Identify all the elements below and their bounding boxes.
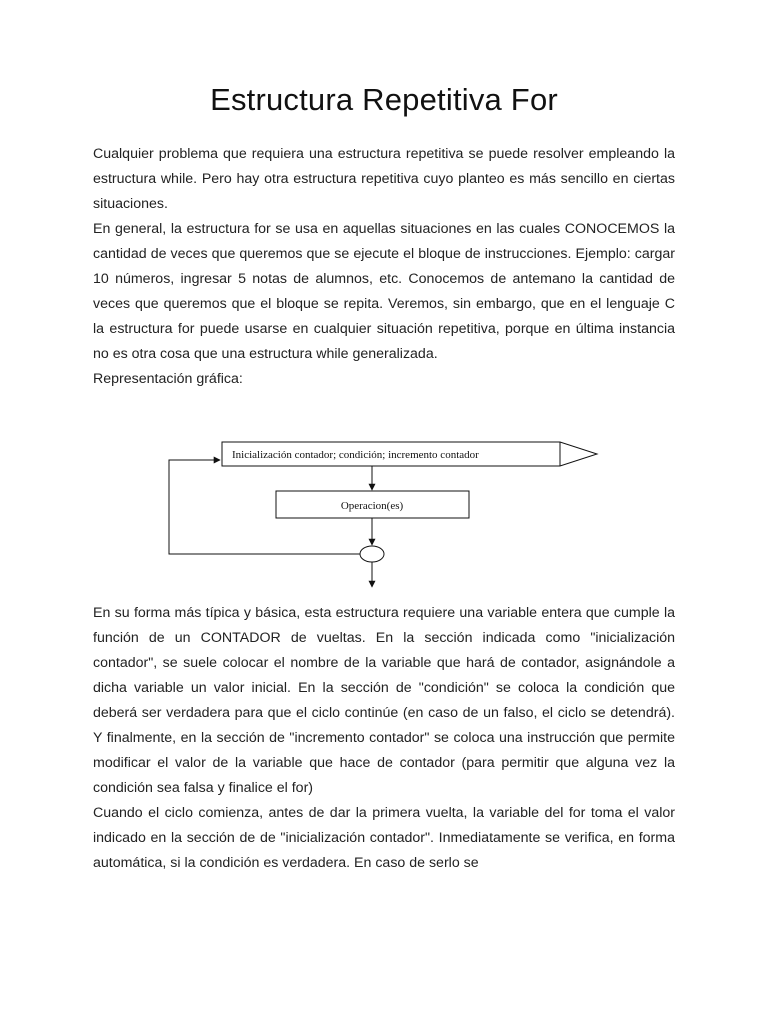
loop-header-label: Inicialización contador; condición; incremento contador bbox=[232, 449, 479, 461]
paragraph-cycle-start: Cuando el ciclo comienza, antes de dar la primera vuelta, la variable del for toma el valor indicado en la sección de de "inicialización contador". Inmediatamente se verifica, en forma automática, si la condición es verdadera. En caso de serlo se bbox=[93, 805, 675, 871]
paragraph-while-intro: Cualquier problema que requiera una estructura repetitiva se puede resolver empleando la estructura while. Pero hay otra estructura repetitiva cuyo planteo es más sencillo en ciertas situaciones. bbox=[93, 146, 675, 212]
paragraph-for-usage: En general, la estructura for se usa en aquellas situaciones en las cuales CONOCEMOS la cantidad de veces que queremos que se ejecute el bloque de instrucciones. Ejemplo: cargar 10 números, ingresar 5 notas de alumnos, etc. Conocemos de antemano la cantidad de veces que queremos que el bloque se repita. Veremos, sin embargo, que en el lenguaje C la estructura for puede usarse en cualquier situación repetitiva, porque en última instancia no es otra cosa que una estructura while generalizada. bbox=[93, 221, 675, 362]
operation-label: Operacion(es) bbox=[340, 500, 404, 512]
explanation-text-block bbox=[93, 601, 675, 876]
intro-text-block bbox=[93, 142, 675, 392]
paragraph-graphic-label: Representación gráfica: bbox=[93, 371, 243, 387]
loop-connector-node bbox=[360, 546, 384, 562]
paragraph-counter-explanation: En su forma más típica y básica, esta estructura requiere una variable entera que cumple la función de un CONTADOR de vueltas. En la sección indicada como "inicialización contador", se suele colocar el nombre de la variable que hará de contador, asignándole a dicha variable un valor inicial. En la sección de "condición" se coloca la condición que deberá ser verdadera para que el ciclo continúe (en caso de un falso, el ciclo se detendrá). Y finalmente, en la sección de "incremento contador" se coloca una instrucción que permite modificar el valor de la variable que hace de contador (para permitir que alguna vez la condición sea falsa y finalice el for) bbox=[93, 605, 675, 796]
page-title: Estructura Repetitiva For bbox=[210, 82, 558, 117]
for-loop-flow-diagram bbox=[160, 436, 610, 596]
